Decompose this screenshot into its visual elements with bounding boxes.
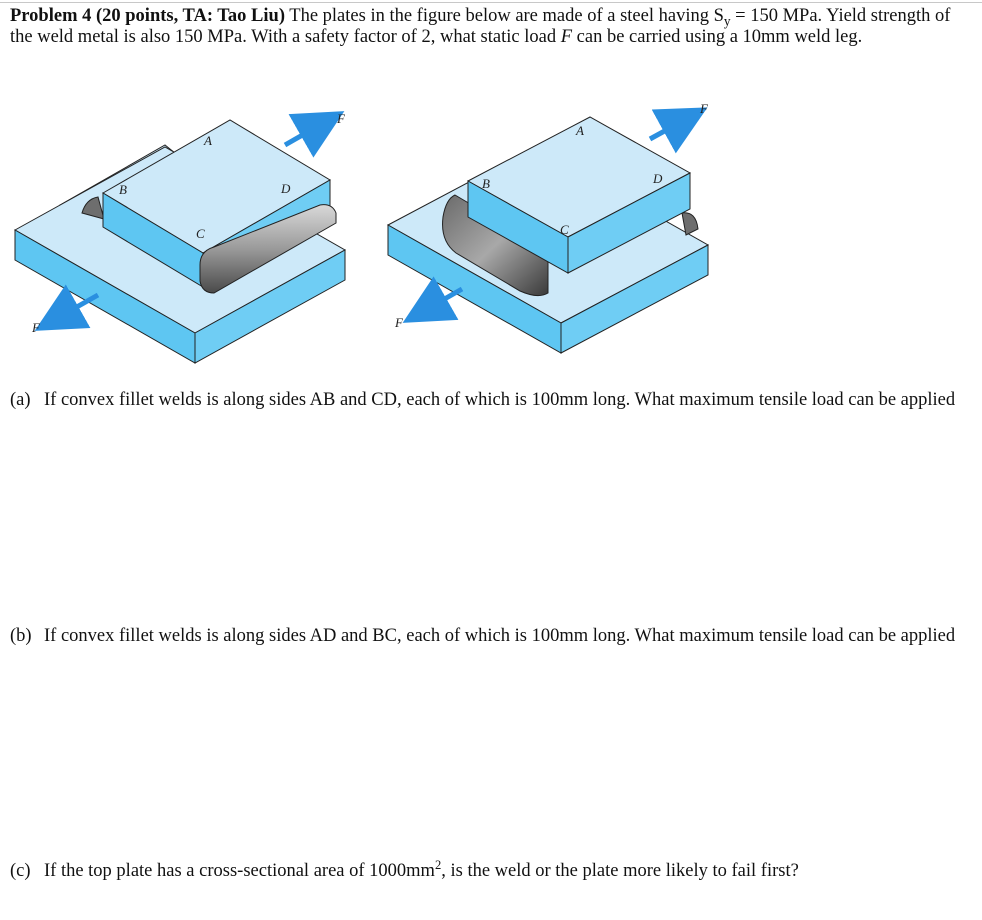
- left-force-bottom-label: F: [32, 320, 40, 335]
- statement-text-3: can be carried using a 10mm weld leg.: [572, 27, 863, 47]
- load-symbol: F: [560, 27, 573, 47]
- left-weld-assembly: [15, 111, 346, 363]
- right-label-d: D: [653, 171, 663, 186]
- question-a-marker: (a): [10, 390, 31, 410]
- question-b-text: If convex fillet welds is along sides AD and BC, each of which is 100mm long. What maximum tensile load can be applied: [44, 626, 956, 646]
- weld-figure-svg: [0, 95, 982, 395]
- right-force-bottom-label: F: [395, 315, 403, 330]
- problem-heading: Problem 4 (20 points, TA: Tao Liu): [10, 6, 285, 26]
- left-label-c: C: [196, 226, 205, 241]
- left-label-a: A: [204, 133, 212, 148]
- question-c-text-1: If the top plate has a cross-sectional area of 1000mm: [44, 861, 435, 881]
- question-c-marker: (c): [10, 861, 31, 881]
- question-a-text: If convex fillet welds is along sides AB and CD, each of which is 100mm long. What maximum tensile load can be applied: [44, 390, 956, 410]
- left-force-top-label: F: [337, 111, 345, 126]
- question-a: [10, 389, 970, 412]
- right-force-top-label: F: [700, 101, 708, 116]
- weld-figure: [0, 95, 982, 395]
- question-c: [10, 857, 970, 883]
- left-label-d: D: [281, 181, 291, 196]
- squared-superscript: 2: [434, 857, 442, 872]
- right-label-b: B: [482, 176, 490, 191]
- question-c-text: [44, 857, 970, 883]
- sy-subscript: y: [723, 13, 731, 29]
- right-label-c: C: [560, 222, 569, 237]
- problem-statement: [10, 6, 975, 48]
- right-weld-assembly: [388, 101, 709, 353]
- statement-text-1: The plates in the figure below are made of a steel having S: [284, 6, 724, 26]
- right-label-a: A: [576, 123, 584, 138]
- question-c-text-2: , is the weld or the plate more likely to fail first?: [441, 861, 799, 881]
- question-b-marker: (b): [10, 626, 32, 646]
- statement-text-2: = 150 MPa. Yield strength of the weld metal is also 150 MPa. With a safety factor of 2, what static load: [10, 6, 951, 47]
- question-b: [10, 625, 970, 648]
- top-rule: [0, 2, 982, 3]
- left-label-b: B: [119, 182, 127, 197]
